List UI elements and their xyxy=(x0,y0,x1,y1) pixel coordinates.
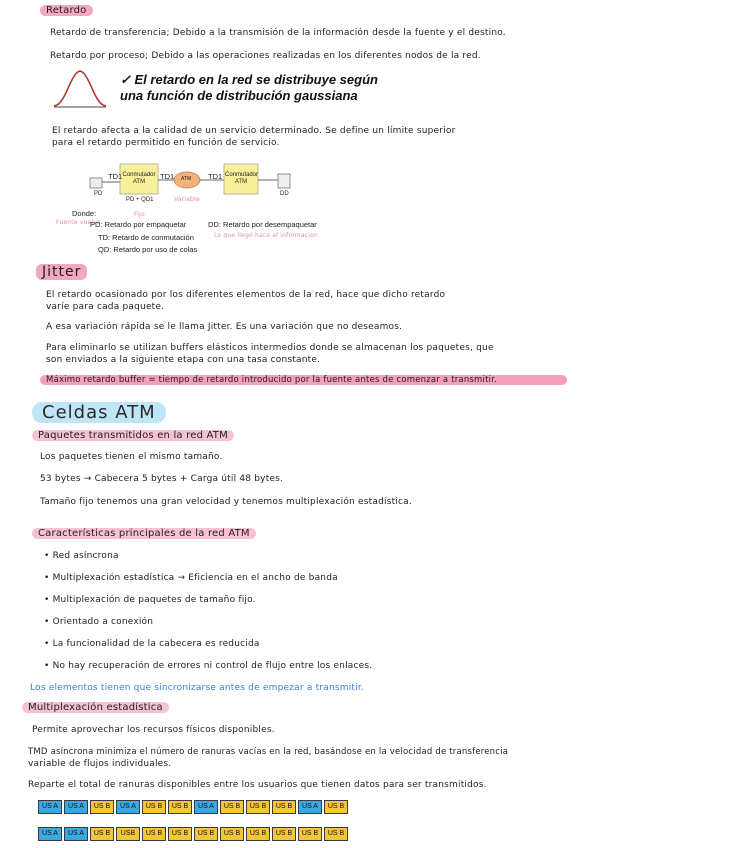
retardo-line-2: Retardo por proceso; Debido a las operaciones realizadas en los diferentes nodos de la red. xyxy=(50,51,481,61)
note-fuente: Fuente vuelve xyxy=(56,219,101,226)
donde-label: Donde: xyxy=(72,209,97,218)
gaussian-quote xyxy=(120,72,378,104)
slot-cell: US B xyxy=(90,827,114,841)
jitter-line-4: Para eliminarlo se utilizan buffers elásticos intermedios donde se almacenan los paquetes, que xyxy=(46,343,494,353)
pd-qd-label: PD + QD1 xyxy=(126,197,154,203)
jitter-line-2: varíe para cada paquete. xyxy=(46,302,165,312)
slot-cell: US B xyxy=(298,827,322,841)
slot-cell: US B xyxy=(246,800,270,814)
atm-cloud-label: ATM xyxy=(181,176,192,182)
celdas-line-3: Tamaño fijo tenemos una gran velocidad y tenemos multiplexación estadística. xyxy=(40,497,412,507)
slot-cell: US B xyxy=(220,827,244,841)
multiplexacion-line-1: Permite aprovechar los recursos físicos disponibles. xyxy=(32,725,275,735)
jitter-line-3: A esa variación rápida se le llama Jitter. Es una variación que no deseamos. xyxy=(46,322,403,332)
sincronizar-note: Los elementos tienen que sincronizarse antes de empezar a transmitir. xyxy=(30,683,364,693)
pd-label: PD xyxy=(94,191,103,197)
retardo-line-1: Retardo de transferencia; Debido a la transmisión de la información desde la fuente y el destino. xyxy=(50,28,506,38)
td1-label-c: TD1 xyxy=(208,172,223,181)
slot-cell: US B xyxy=(220,800,244,814)
caracteristica-item-4: • Orientado a conexión xyxy=(44,617,154,627)
legend-td: TD: Retardo de conmutación xyxy=(98,233,194,242)
slot-cell: US A xyxy=(298,800,322,814)
slot-cell: US A xyxy=(64,827,88,841)
celdas-line-1: Los paquetes tienen el mismo tamaño. xyxy=(40,452,223,462)
slot-cell: US B xyxy=(272,800,296,814)
retardo-line-3: El retardo afecta a la calidad de un servicio determinado. Se define un límite superior xyxy=(52,126,456,136)
retardo-heading: Retardo xyxy=(40,5,93,16)
jitter-line-1: El retardo ocasionado por los diferentes elementos de la red, hace que dicho retardo xyxy=(46,290,446,300)
multiplexacion-heading: Multiplexación estadística xyxy=(22,702,169,713)
caracteristica-item-3: • Multiplexación de paquetes de tamaño fijo. xyxy=(44,595,256,605)
multiplexacion-line-2: TMD asíncrona minimiza el número de ranuras vacías en la red, basándose en la velocidad de transferencia xyxy=(28,747,509,757)
gaussian-curve-icon xyxy=(52,67,108,111)
celdas-line-2: 53 bytes → Cabecera 5 bytes + Carga útil 48 bytes. xyxy=(40,474,284,484)
slot-cell: US A xyxy=(38,827,62,841)
caracteristica-item-2: • Multiplexación estadística → Eficiencia en el ancho de banda xyxy=(44,573,338,583)
slot-cell: US B xyxy=(324,827,348,841)
legend-dd: DD: Retardo por desempaquetar xyxy=(208,220,317,229)
jitter-heading: Jitter xyxy=(36,264,87,280)
jitter-line-5: son enviados a la siguiente etapa con una tasa constante. xyxy=(46,355,321,365)
note-llego: Lo que llegó hace al informacion xyxy=(214,232,319,239)
legend-qd: QD: Retardo por uso de colas xyxy=(98,245,198,254)
slot-cell: US B xyxy=(142,827,166,841)
slot-cell: US B xyxy=(194,827,218,841)
slot-cell: US A xyxy=(64,800,88,814)
caracteristicas-subheading: Características principales de la red ATM xyxy=(32,528,256,539)
note-variable: Variable xyxy=(174,196,200,203)
slot-cell: US B xyxy=(168,800,192,814)
slot-cell: US A xyxy=(116,800,140,814)
legend-pd: PD: Retardo por empaquetar xyxy=(90,220,187,229)
slot-cell: US B xyxy=(168,827,192,841)
conmutador-a: Conmutador ATM xyxy=(122,172,156,185)
celdas-atm-heading: Celdas ATM xyxy=(32,402,166,423)
slot-cell: USB xyxy=(116,827,140,841)
td1-label-b: TD1 xyxy=(160,172,175,181)
caracteristica-item-5: • La funcionalidad de la cabecera es reducida xyxy=(44,639,260,649)
slot-row-1 xyxy=(38,800,350,814)
dd-label: DD xyxy=(280,191,289,197)
slot-cell: US B xyxy=(272,827,296,841)
multiplexacion-line-3: variable de flujos individuales. xyxy=(28,759,172,769)
gaussian-quote-line-1: ✓ El retardo en la red se distribuye según xyxy=(120,72,378,87)
jitter-buffer-highlight: Máximo retardo buffer = tiempo de retardo introducido por la fuente antes de comenzar a transmitir. xyxy=(40,375,567,385)
retardo-line-4: para el retardo permitido en función de servicio. xyxy=(52,138,280,148)
multiplexacion-line-4: Reparte el total de ranuras disponibles entre los usuarios que tienen datos para ser transmitidos. xyxy=(28,780,487,790)
slot-cell: US B xyxy=(142,800,166,814)
caracteristica-item-1: • Red asíncrona xyxy=(44,551,119,561)
gaussian-quote-line-2: una función de distribución gaussiana xyxy=(120,88,358,103)
slot-cell: US B xyxy=(324,800,348,814)
conmutador-b: Conmutador ATM xyxy=(225,172,259,185)
td1-label-a: TD1 xyxy=(108,172,123,181)
paquetes-subheading: Paquetes transmitidos en la red ATM xyxy=(32,430,234,441)
slot-cell: US A xyxy=(38,800,62,814)
slot-row-2 xyxy=(38,827,350,841)
caracteristica-item-6: • No hay recuperación de errores ni control de flujo entre los enlaces. xyxy=(44,661,373,671)
slot-cell: US B xyxy=(90,800,114,814)
slot-cell: US B xyxy=(246,827,270,841)
note-fijo: Fijo xyxy=(134,211,145,218)
slot-cell: US A xyxy=(194,800,218,814)
